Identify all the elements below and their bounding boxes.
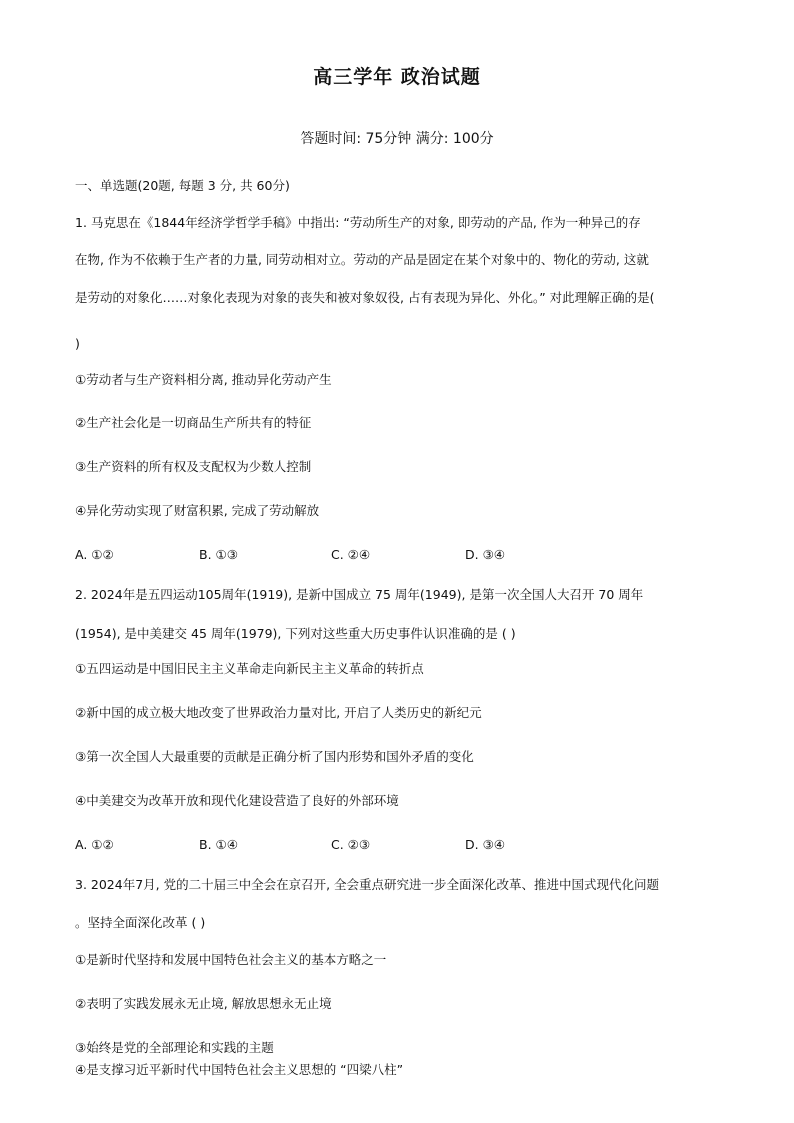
q1-item-2: ②生产社会化是一切商品生产所共有的特征 bbox=[75, 415, 312, 430]
q1-item-3: ③生产资料的所有权及支配权为少数人控制 bbox=[75, 459, 312, 474]
q3-stem-line1: 3. 2024年7月, 党的二十届三中全会在京召开, 全会重点研究进一步全面深化改革、推进中国式现代化问题 bbox=[75, 877, 660, 892]
q1-option-d: D. ③④ bbox=[465, 547, 505, 562]
q3-item-2: ②表明了实践发展永无止境, 解放思想永无止境 bbox=[75, 996, 332, 1011]
q2-option-b: B. ①④ bbox=[199, 837, 238, 852]
q1-stem-line2: 在物, 作为不依赖于生产者的力量, 同劳动相对立。劳动的产品是固定在某个对象中的、物化的劳动, 这就 bbox=[75, 252, 649, 267]
q1-option-b: B. ①③ bbox=[199, 547, 238, 562]
q2-item-1: ①五四运动是中国旧民主主义革命走向新民主主义革命的转折点 bbox=[75, 661, 424, 676]
q3-item-4: ④是支撑习近平新时代中国特色社会主义思想的 “四梁八柱” bbox=[75, 1062, 404, 1077]
q1-stem-line3: 是劳动的对象化……对象化表现为对象的丧失和被对象奴役, 占有表现为异化、外化。” 对此理解正确的是( bbox=[75, 290, 655, 305]
exam-info: 答题时间: 75分钟 满分: 100分 bbox=[300, 131, 494, 147]
q2-item-2: ②新中国的成立极大地改变了世界政治力量对比, 开启了人类历史的新纪元 bbox=[75, 705, 482, 720]
q3-stem-line2: 。坚持全面深化改革 ( ) bbox=[75, 915, 206, 930]
q3-item-1: ①是新时代坚持和发展中国特色社会主义的基本方略之一 bbox=[75, 952, 387, 967]
q2-option-d: D. ③④ bbox=[465, 837, 505, 852]
q1-stem-line4: ) bbox=[75, 336, 80, 351]
q2-item-3: ③第一次全国人大最重要的贡献是正确分析了国内形势和国外矛盾的变化 bbox=[75, 749, 474, 764]
q1-item-1: ①劳动者与生产资料相分离, 推动异化劳动产生 bbox=[75, 372, 332, 387]
q2-option-a: A. ①② bbox=[75, 837, 114, 852]
q1-option-a: A. ①② bbox=[75, 547, 114, 562]
q3-item-3: ③始终是党的全部理论和实践的主题 bbox=[75, 1040, 274, 1055]
q2-stem-line1: 2. 2024年是五四运动105周年(1919), 是新中国成立 75 周年(1949), 是第一次全国人大召开 70 周年 bbox=[75, 587, 644, 602]
section-heading: 一、单选题(20题, 每题 3 分, 共 60分) bbox=[75, 178, 290, 193]
q1-item-4: ④异化劳动实现了财富积累, 完成了劳动解放 bbox=[75, 503, 320, 518]
q1-option-c: C. ②④ bbox=[331, 547, 371, 562]
q1-stem-line1: 1. 马克思在《1844年经济学哲学手稿》中指出: “劳动所生产的对象, 即劳动的产品, 作为一种异己的存 bbox=[75, 215, 641, 230]
q2-option-c: C. ②③ bbox=[331, 837, 371, 852]
page-title: 高三学年 政治试题 bbox=[313, 66, 481, 88]
q2-stem-line2: (1954), 是中美建交 45 周年(1979), 下列对这些重大历史事件认识准确的是 ( ) bbox=[75, 626, 516, 641]
q2-item-4: ④中美建交为改革开放和现代化建设营造了良好的外部环境 bbox=[75, 793, 399, 808]
